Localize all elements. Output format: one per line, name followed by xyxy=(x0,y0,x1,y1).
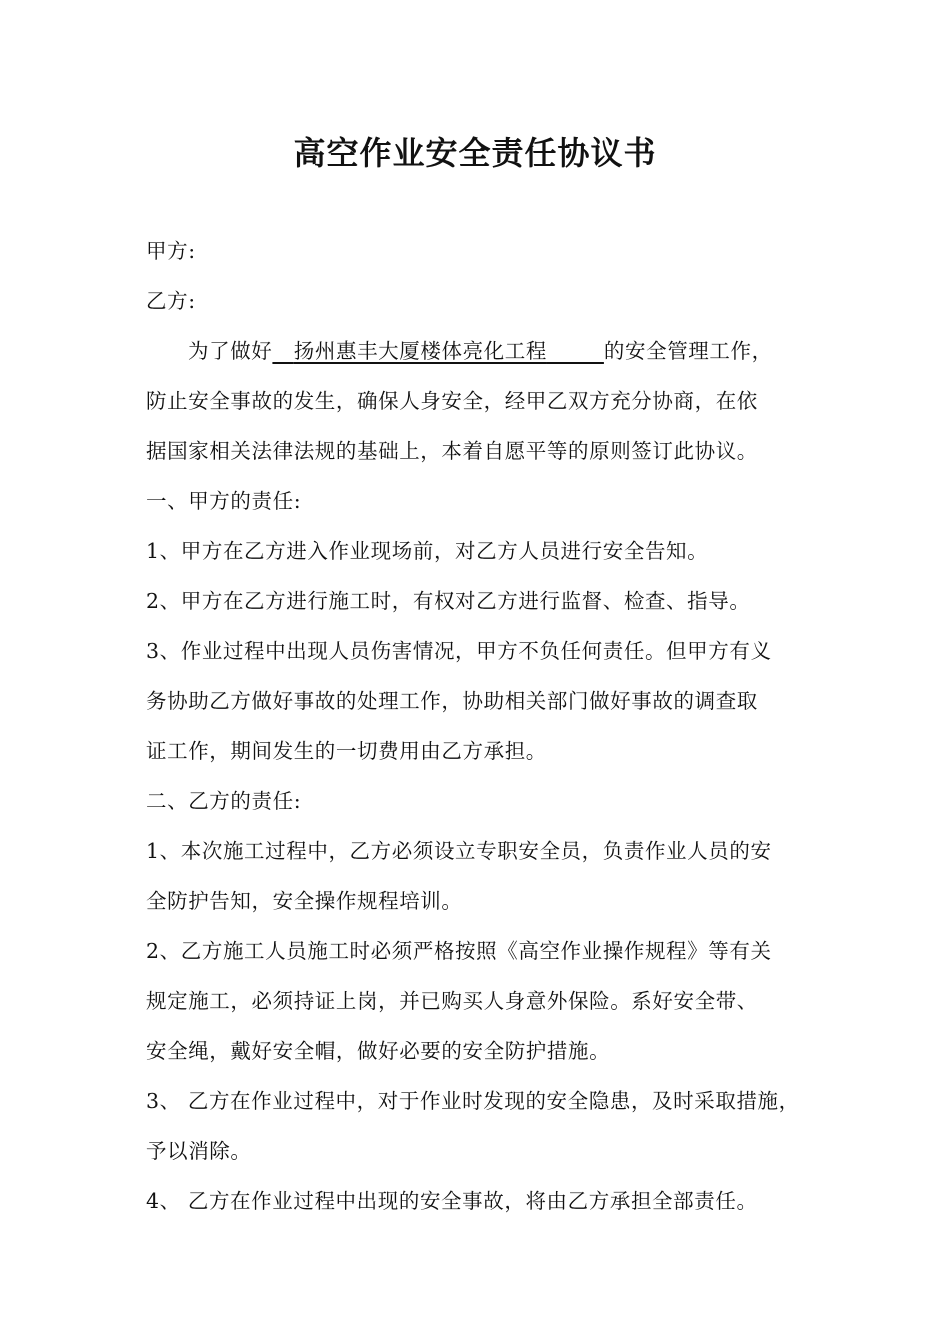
section-2-item-2-line-1: 2、乙方施工人员施工时必须严格按照《高空作业操作规程》等有关 xyxy=(146,939,772,963)
section-2-item-3-line-1: 3、 乙方在作业过程中，对于作业时发现的安全隐患，及时采取措施， xyxy=(146,1089,800,1113)
intro-line-2: 防止安全事故的发生，确保人身安全，经甲乙双方充分协商，在依 xyxy=(146,389,758,413)
project-name-underlined xyxy=(272,339,604,363)
section-2-item-1-line-1: 1、本次施工过程中，乙方必须设立专职安全员，负责作业人员的安 xyxy=(146,839,772,863)
party-a-label: 甲方: xyxy=(146,239,196,263)
section-1-item-3-line-2: 务协助乙方做好事故的处理工作，协助相关部门做好事故的调查取 xyxy=(146,689,758,713)
section-2-item-2-line-3: 安全绳，戴好安全帽，做好必要的安全防护措施。 xyxy=(146,1039,611,1063)
section-1-item-3-line-3: 证工作，期间发生的一切费用由乙方承担。 xyxy=(146,739,547,763)
section-2-item-2-line-2: 规定施工，必须持证上岗，并已购买人身意外保险。系好安全带、 xyxy=(146,989,758,1013)
section-2-heading: 二、乙方的责任: xyxy=(146,789,302,813)
section-2-item-1-line-2: 全防护告知，安全操作规程培训。 xyxy=(146,889,463,913)
document-title: 高空作业安全责任协议书 xyxy=(293,134,657,172)
section-1-heading: 一、甲方的责任: xyxy=(146,489,302,513)
section-1-item-2: 2、甲方在乙方进行施工时，有权对乙方进行监督、检查、指导。 xyxy=(146,589,751,613)
project-name: 扬州惠丰大厦楼体亮化工程 xyxy=(293,339,547,363)
section-2-item-3-line-2: 予以消除。 xyxy=(146,1139,252,1163)
intro-line-3: 据国家相关法律法规的基础上，本着自愿平等的原则签订此协议。 xyxy=(146,439,758,463)
party-b-label: 乙方: xyxy=(146,289,196,313)
intro-line-1 xyxy=(188,336,773,366)
section-2-item-4: 4、 乙方在作业过程中出现的安全事故，将由乙方承担全部责任。 xyxy=(146,1189,758,1213)
section-1-item-3-line-1: 3、作业过程中出现人员伤害情况，甲方不负任何责任。但甲方有义 xyxy=(146,639,772,663)
intro-prefix: 为了做好 xyxy=(188,339,273,363)
section-1-item-1: 1、甲方在乙方进入作业现场前，对乙方人员进行安全告知。 xyxy=(146,539,709,563)
intro-suffix: 的安全管理工作， xyxy=(603,339,773,363)
